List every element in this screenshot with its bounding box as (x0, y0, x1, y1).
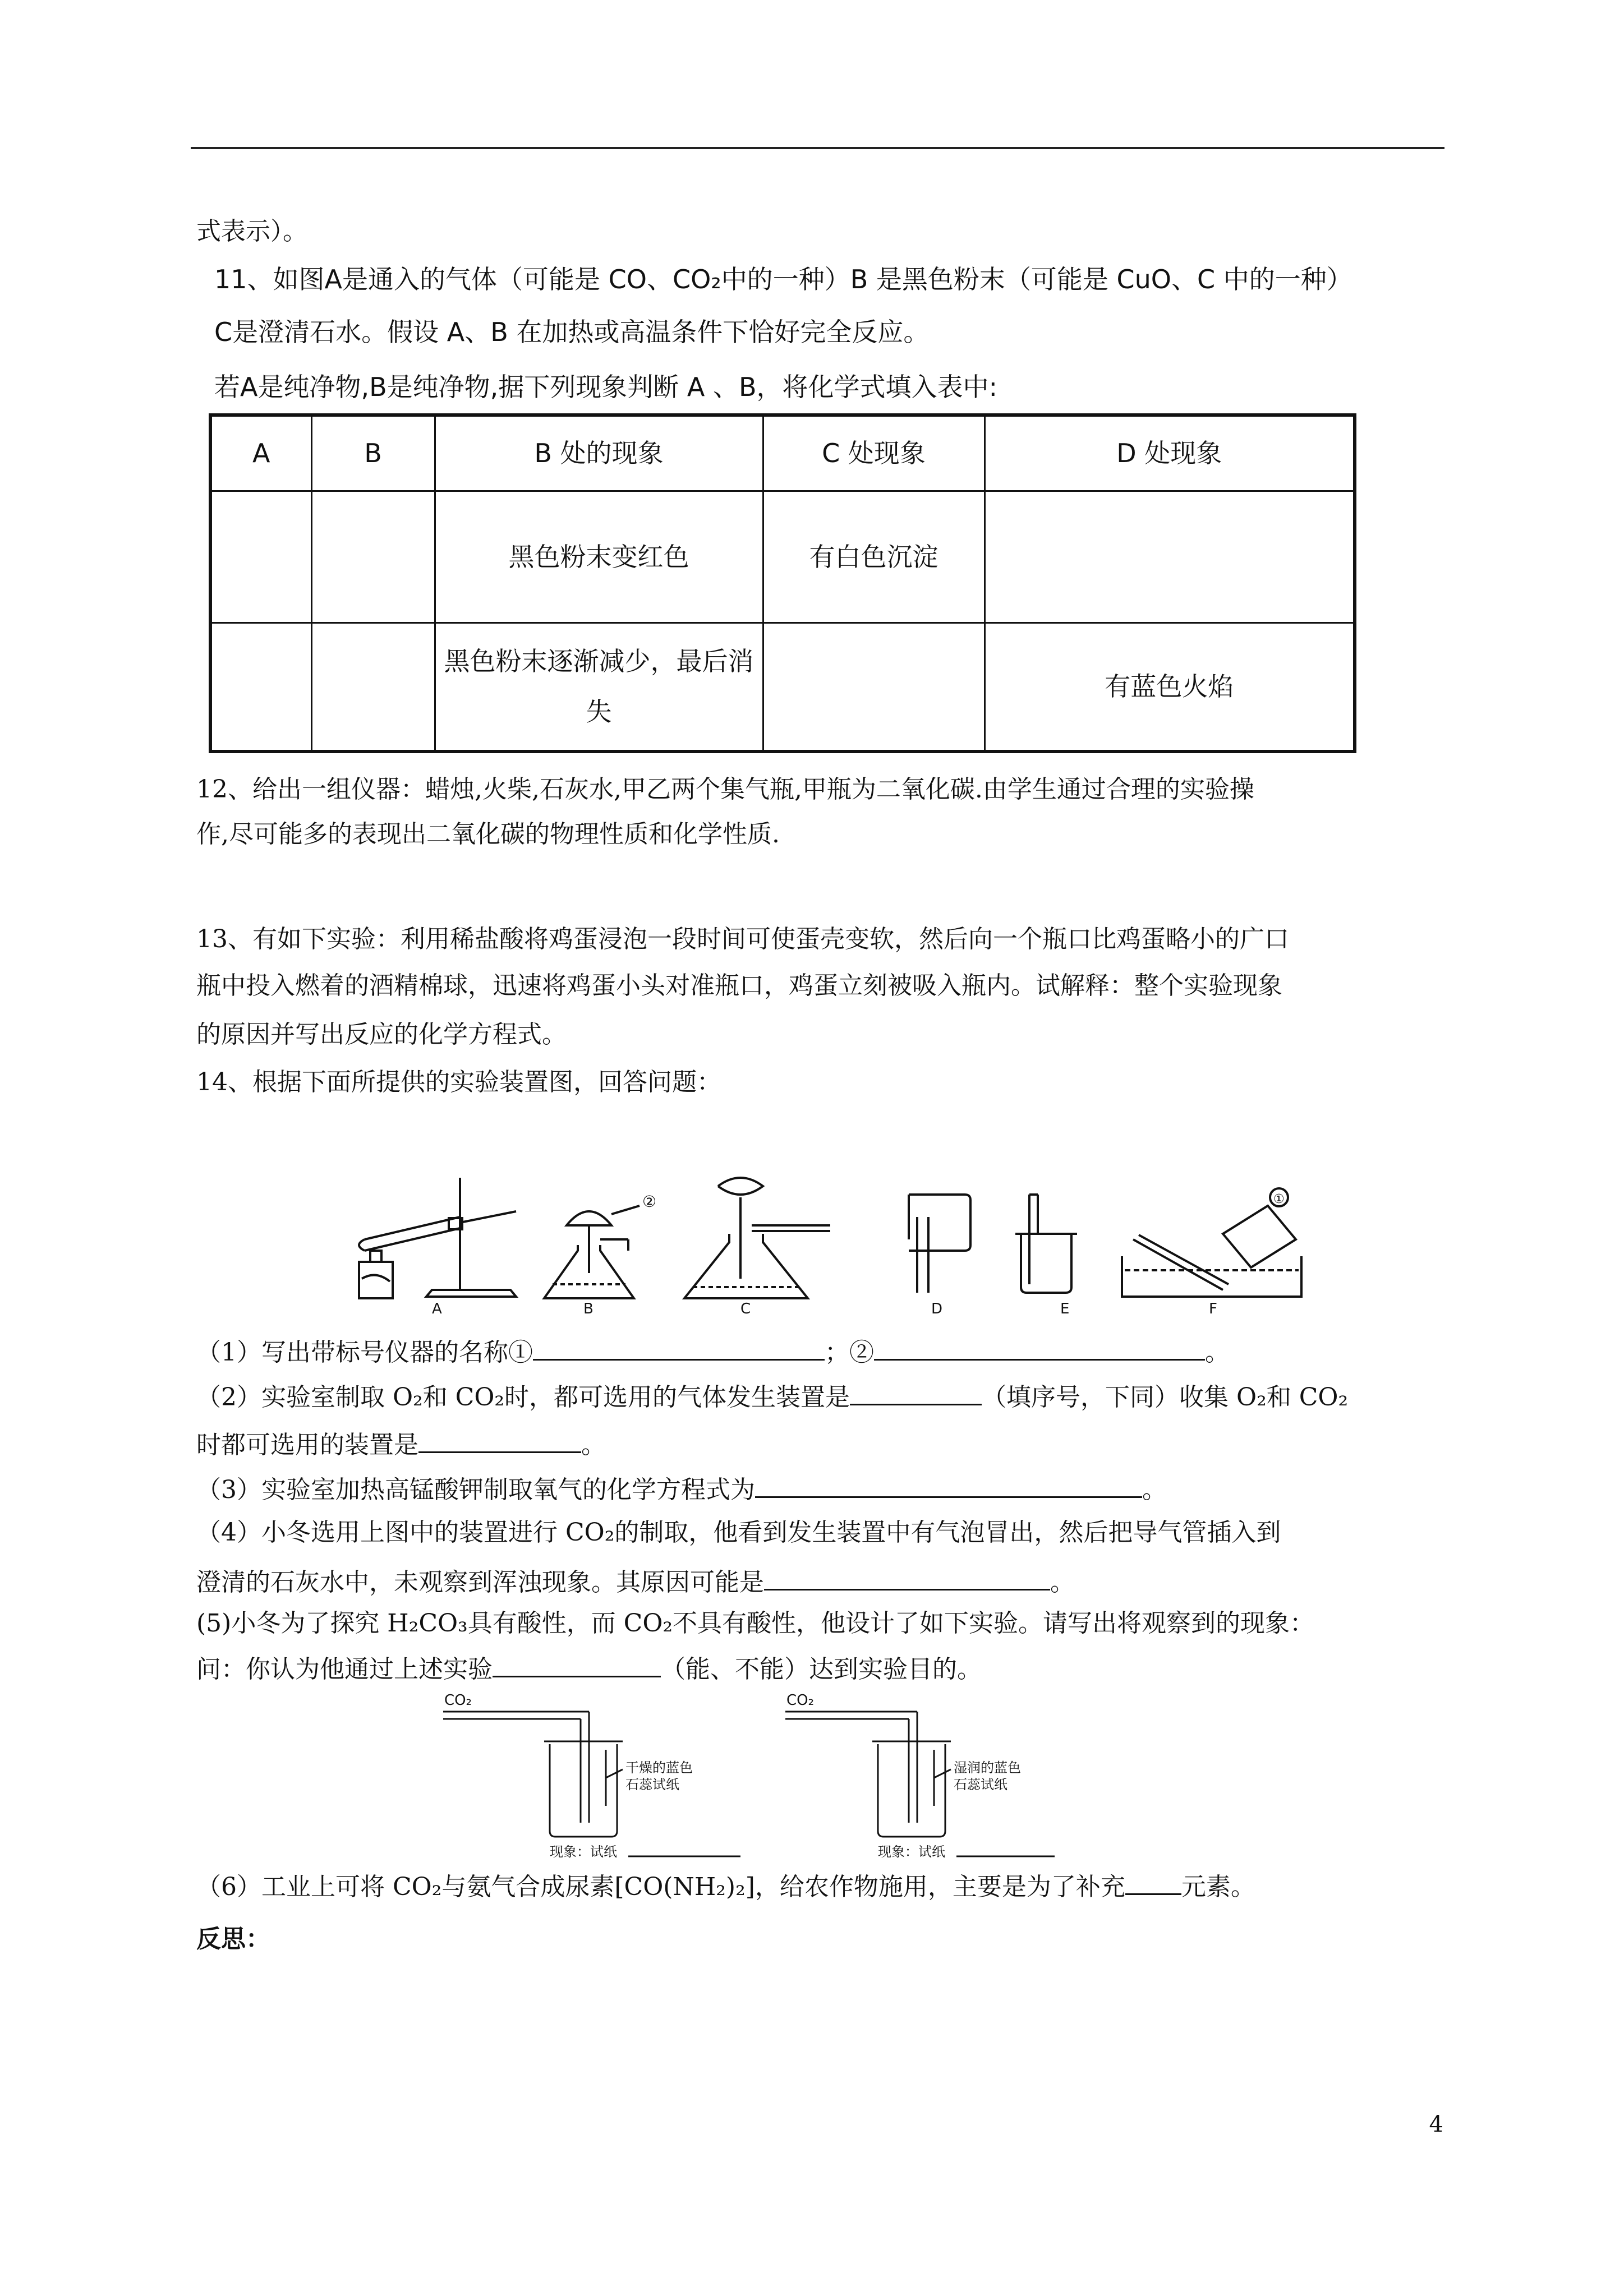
top-fragment: 式表示）。 (196, 217, 307, 246)
apparatus-d (909, 1195, 970, 1317)
q14-s1 (196, 1332, 1230, 1370)
s6-text-b: 元素。 (1181, 1873, 1255, 1901)
s6-blank[interactable] (1125, 1866, 1181, 1895)
s4-text-b: 澄清的石灰水中，未观察到浑浊现象。其原因可能是 (196, 1568, 764, 1597)
q11-line3: 若A是纯净物,B是纯净物,据下列现象判断 A 、B，将化学式填入表中: (214, 372, 998, 402)
table-cell (210, 491, 311, 623)
litmus-wet-figure (780, 1688, 1094, 1862)
q11-line1: 11、如图A是通入的气体（可能是 CO、CO₂中的一种）B 是黑色粉末（可能是 CuO、C 中的一种） (214, 264, 1352, 294)
q14-s2-line2 (196, 1424, 606, 1462)
apparatus-a (359, 1178, 516, 1317)
marker-2: ② (642, 1192, 657, 1211)
table-cell (984, 491, 1355, 623)
s3-text-b: 。 (1142, 1476, 1167, 1504)
apparatus-label: F (1209, 1301, 1217, 1317)
q14-s5-line1: (5)小冬为了探究 H₂CO₃具有酸性，而 CO₂不具有酸性，他设计了如下实验。请写出将观察到的现象： (196, 1609, 1315, 1638)
apparatus-f (1122, 1188, 1301, 1317)
phenomenon-caption: 现象：试纸 (550, 1844, 617, 1860)
apparatus-figure (348, 1172, 1324, 1318)
table-header-cell: C 处现象 (763, 415, 984, 491)
table-header-cell: B (311, 415, 435, 491)
table-header-row (210, 415, 1355, 491)
apparatus-label: E (1060, 1301, 1070, 1317)
s6-text-a: （6）工业上可将 CO₂与氨气合成尿素[CO(NH₂)₂]，给农作物施用，主要是为了补充 (196, 1873, 1125, 1901)
q11-table (209, 413, 1356, 753)
q13-line1: 13、有如下实验：利用稀盐酸将鸡蛋浸泡一段时间可使蛋壳变软，然后向一个瓶口比鸡蛋略小的广口 (196, 925, 1289, 953)
s2-text-a: （2）实验室制取 O₂和 CO₂时，都可选用的气体发生装置是 (196, 1383, 850, 1412)
table-cell: 黑色粉末逐渐减少，最后消失 (435, 623, 763, 751)
table-cell (210, 623, 311, 751)
q12-line2: 作,尽可能多的表现出二氧化碳的物理性质和化学性质. (196, 820, 780, 849)
paper-label-1: 干燥的蓝色 (625, 1760, 693, 1776)
phenomenon-caption: 现象：试纸 (878, 1844, 945, 1860)
s1-blank-2[interactable] (874, 1332, 1205, 1361)
s1-text-c: 。 (1205, 1338, 1230, 1367)
s3-blank[interactable] (755, 1469, 1142, 1498)
apparatus-label: B (583, 1301, 594, 1317)
table-header-cell: B 处的现象 (435, 415, 763, 491)
s2-text-d: 。 (581, 1431, 606, 1459)
s2-text-b: （填序号，下同）收集 O₂和 CO₂ (982, 1383, 1349, 1412)
q11-line2: C是澄清石水。假设 A、B 在加热或高温条件下恰好完全反应。 (214, 317, 930, 347)
apparatus-c (684, 1178, 830, 1317)
q13-line3: 的原因并写出反应的化学方程式。 (196, 1020, 567, 1049)
q14-s5-line2 (196, 1649, 982, 1686)
q14-s3 (196, 1469, 1167, 1507)
apparatus-e (1015, 1195, 1077, 1317)
table-cell (763, 623, 984, 751)
q12-line1: 12、给出一组仪器：蜡烛,火柴,石灰水,甲乙两个集气瓶,甲瓶为二氧化碳.由学生通过合理的实验操 (196, 775, 1254, 804)
table-cell (311, 623, 435, 751)
s5-text-c: （能、不能）达到实验目的。 (661, 1655, 982, 1684)
table-cell: 有蓝色火焰 (984, 623, 1355, 751)
q13-line2: 瓶中投入燃着的酒精棉球，迅速将鸡蛋小头对准瓶口，鸡蛋立刻被吸入瓶内。试解释：整个实验现象 (196, 971, 1282, 1000)
s3-text-a: （3）实验室加热高锰酸钾制取氧气的化学方程式为 (196, 1476, 755, 1504)
apparatus-label: A (432, 1301, 442, 1317)
q14-s2-line1 (196, 1377, 1348, 1414)
table-header-cell: A (210, 415, 311, 491)
apparatus-label: C (740, 1301, 751, 1317)
gas-label: CO₂ (786, 1692, 815, 1709)
apparatus-b (544, 1192, 656, 1317)
s4-text-c: 。 (1050, 1568, 1075, 1597)
paper-label-2: 石蕊试纸 (625, 1777, 679, 1792)
table-header-cell: D 处现象 (984, 415, 1355, 491)
gas-label: CO₂ (444, 1692, 472, 1709)
q14-s4-line1: （4）小冬选用上图中的装置进行 CO₂的制取，他看到发生装置中有气泡冒出，然后把导气管插入到 (196, 1518, 1281, 1547)
paper-label-2: 石蕊试纸 (954, 1777, 1007, 1792)
page-number: 4 (1429, 2111, 1443, 2137)
s1-text-b: ；② (825, 1338, 874, 1367)
marker-1: ① (1273, 1192, 1285, 1206)
reflection-heading: 反思： (196, 1925, 270, 1953)
table-row (210, 623, 1355, 751)
q14-s4-line2 (196, 1562, 1075, 1599)
litmus-dry-figure (438, 1688, 752, 1862)
q14-intro: 14、根据下面所提供的实验装置图，回答问题： (196, 1068, 721, 1096)
s5-text-b: 问：你认为他通过上述实验 (196, 1655, 493, 1684)
paper-label-1: 湿润的蓝色 (954, 1760, 1021, 1776)
s2-blank-2[interactable] (418, 1424, 581, 1453)
s1-text-a: （1）写出带标号仪器的名称① (196, 1338, 533, 1367)
s4-blank[interactable] (764, 1562, 1050, 1590)
s2-blank-1[interactable] (850, 1377, 982, 1405)
s5-blank[interactable] (493, 1649, 661, 1677)
apparatus-label: D (931, 1301, 943, 1317)
s1-blank-1[interactable] (533, 1332, 825, 1361)
table-cell: 有白色沉淀 (763, 491, 984, 623)
table-cell (311, 491, 435, 623)
table-row (210, 491, 1355, 623)
header-rule (191, 147, 1444, 149)
q14-s6 (196, 1866, 1255, 1904)
table-cell: 黑色粉末变红色 (435, 491, 763, 623)
s2-text-c: 时都可选用的装置是 (196, 1431, 418, 1459)
